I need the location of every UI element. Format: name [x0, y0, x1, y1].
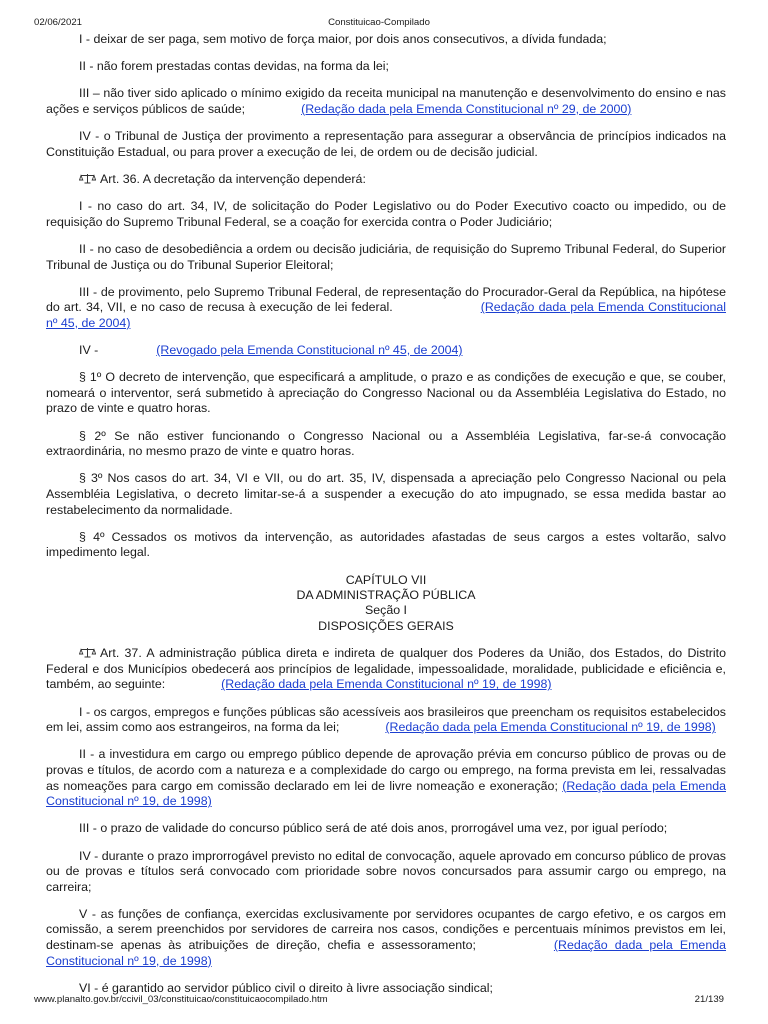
art36-heading	[46, 172, 726, 188]
art37-item-i	[46, 705, 726, 736]
chapter-heading	[46, 573, 726, 635]
art36-paragraph-4: § 4º Cessados os motivos da intervenção, as autoridades afastadas de seus cargos a estes voltarão, salvo impedimento legal.	[46, 529, 726, 560]
amendment-link-ec19-ii[interactable]: (Redação dada pela Emenda Constitucional nº 19, de 1998)	[46, 778, 726, 809]
scale-icon[interactable]	[79, 173, 96, 184]
chapter-number: CAPÍTULO VII	[345, 572, 427, 587]
art37-item-v	[46, 907, 726, 969]
art37-item-i-text: I - os cargos, empregos e funções públicas são acessíveis aos brasileiros que preencham os requisitos estabelecidos em lei, assim como aos estrangeiros, na forma da lei;	[46, 704, 726, 735]
art36-item-ii: II - no caso de desobediência a ordem ou decisão judiciária, de requisição do Supremo Tribunal Federal, do Superior Tribunal de Justiça ou do Tribunal Superior Eleitoral;	[46, 241, 726, 272]
art37-item-iv: IV - durante o prazo improrrogável previsto no edital de convocação, aquele aprovado em concurso público de provas ou de provas e títulos será convocado com prioridade sobre novos concursados para assumir cargo ou emprego, na carreira;	[46, 848, 726, 894]
art34-item-iii-text: III – não tiver sido aplicado o mínimo exigido da receita municipal na manutenção e desenvolvimento do ensino e nas ações e serviços públicos de saúde;	[46, 86, 726, 116]
art37-item-ii-text: II - a investidura em cargo ou emprego público depende de aprovação prévia em concurso público de provas ou de provas e títulos, de acordo com a natureza e a complexidade do cargo ou emprego, na forma prevista em lei, ressalvadas as nomeações para cargo em comissão declarado em lei de livre nomeação e exoneração;	[46, 747, 726, 793]
section-title: DISPOSIÇÕES GERAIS	[318, 618, 454, 633]
art36-paragraph-2: § 2º Se não estiver funcionando o Congresso Nacional ou a Assembléia Legislativa, far-se-á convocação extraordinária, no mesmo prazo de vinte e quatro horas.	[46, 428, 726, 459]
art36-heading-text: Art. 36. A decretação da intervenção dependerá:	[100, 171, 366, 186]
art37-heading	[46, 646, 726, 693]
art34-item-i: I - deixar de ser paga, sem motivo de força maior, por dois anos consecutivos, a dívida fundada;	[79, 32, 607, 46]
art34-item-iv: IV - o Tribunal de Justiça der provimento a representação para assegurar a observância de princípios indicados na Constituição Estadual, ou para prover a execução de lei, de ordem ou de decisão judicial.	[46, 129, 726, 159]
page-header	[34, 17, 724, 31]
chapter-title: DA ADMINISTRAÇÃO PÚBLICA	[296, 587, 476, 602]
document-title: Constituicao-Compilado	[328, 17, 430, 28]
art36-item-iv	[46, 343, 726, 359]
art36-item-i: I - no caso do art. 34, IV, de solicitação do Poder Legislativo ou do Poder Executivo coacto ou impedido, ou de requisição do Supremo Tribunal Federal, se a coação for exercida contra o Poder Judiciário;	[46, 199, 726, 229]
document-body	[46, 32, 726, 1008]
art36-item-iii-text: III - de provimento, pelo Supremo Tribunal Federal, de representação do Procurador-Geral da República, na hipótese do art. 34, VII, e no caso de recusa à execução de lei federal.	[46, 284, 726, 315]
amendment-link-ec29[interactable]: (Redação dada pela Emenda Constitucional nº 29, de 2000)	[301, 101, 632, 116]
scale-icon[interactable]	[79, 647, 96, 658]
print-date: 02/06/2021	[34, 17, 83, 28]
section-number: Seção I	[364, 603, 408, 618]
art34-item-iii	[46, 86, 726, 117]
art37-item-vi: VI - é garantido ao servidor público civil o direito à livre associação sindical;	[79, 980, 493, 995]
art37-heading-text: Art. 37. A administração pública direta e indireta de qualquer dos Poderes da União, dos Estados, do Distrito Federal e dos Municípios obedecerá aos princípios de legalidade, impessoalidade, moralidade, publicidade e eficiência e, também, ao seguinte:	[46, 646, 726, 692]
art37-item-iii: III - o prazo de validade do concurso público será de até dois anos, prorrogável uma vez, por igual período;	[79, 821, 668, 836]
page-number: 21/139	[694, 994, 724, 1005]
amendment-link-ec19-heading[interactable]: (Redação dada pela Emenda Constitucional nº 19, de 1998)	[221, 677, 552, 692]
art37-item-v-text: V - as funções de confiança, exercidas exclusivamente por servidores ocupantes de cargo efetivo, e os cargos em comissão, a serem preenchidos por servidores de carreira nos casos, condições e percentuais mínimos previstos em lei, destinam-se apenas às atribuições de direção, chefia e assessoramento;	[46, 906, 726, 953]
art37-item-ii	[46, 747, 726, 809]
amendment-link-ec19-v[interactable]: (Redação dada pela Emenda Constitucional nº 19, de 1998)	[46, 938, 726, 968]
amendment-link-ec19-i[interactable]: (Redação dada pela Emenda Constitucional nº 19, de 1998)	[385, 720, 716, 735]
art36-paragraph-3: § 3º Nos casos do art. 34, VI e VII, ou do art. 35, IV, dispensada a apreciação pelo Congresso Nacional ou pela Assembléia Legislativa, o decreto limitar-se-á a suspender a execução do ato impugnado, se essa medida bastar ao restabelecimento da normalidade.	[46, 471, 726, 517]
revoked-link-ec45[interactable]: (Revogado pela Emenda Constitucional nº 45, de 2004)	[156, 343, 463, 358]
source-url: www.planalto.gov.br/ccivil_03/constituicao/constituicaocompilado.htm	[34, 994, 328, 1005]
amendment-link-ec45[interactable]: (Redação dada pela Emenda Constitucional nº 45, de 2004)	[46, 300, 726, 330]
art34-item-ii: II - não forem prestadas contas devidas, na forma da lei;	[79, 59, 389, 74]
art36-item-iv-label: IV -	[79, 343, 99, 358]
art36-paragraph-1: § 1º O decreto de intervenção, que especificará a amplitude, o prazo e as condições de execução e que, se couber, nomeará o interventor, será submetido à apreciação do Congresso Nacional ou da Assembléia Legislativa do Estado, no prazo de vinte e quatro horas.	[46, 370, 726, 416]
art36-item-iii	[46, 285, 726, 332]
